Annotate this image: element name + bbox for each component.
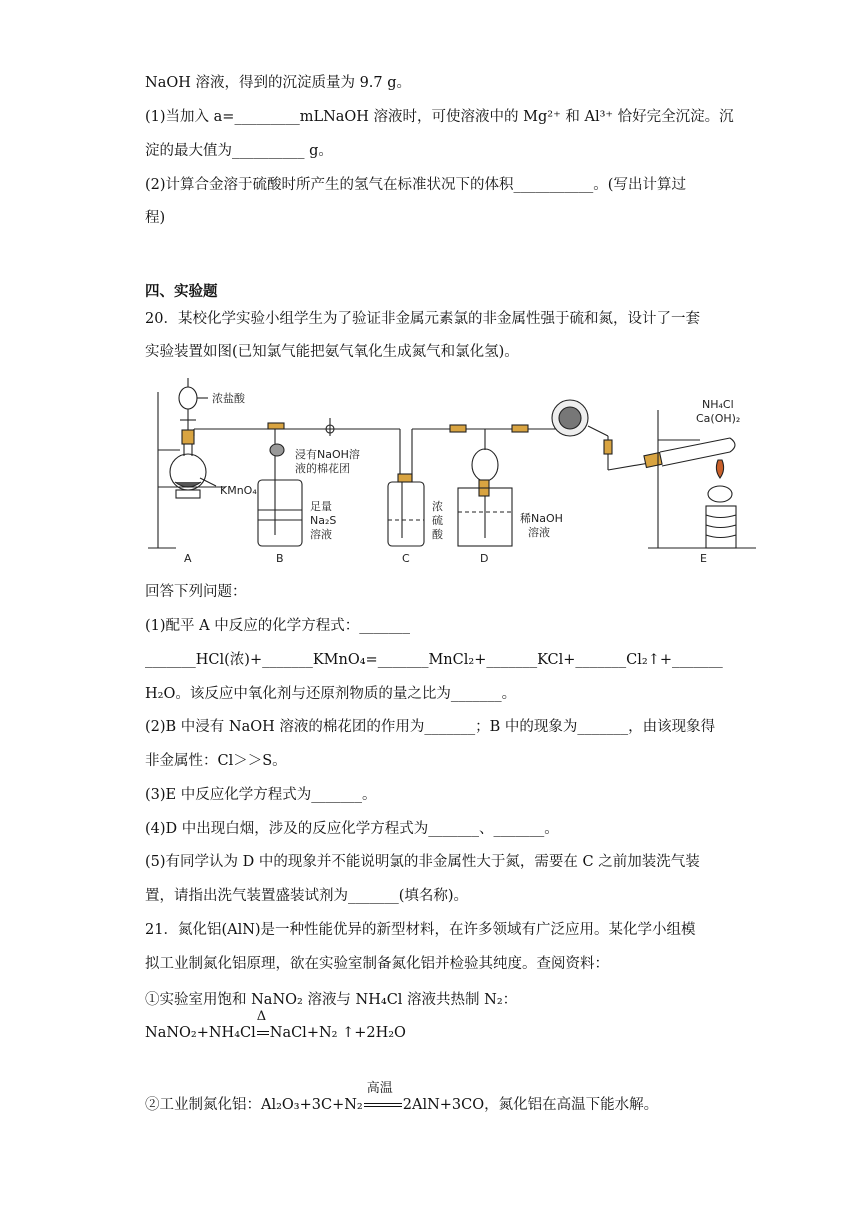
q20-line-4: (1)配平 A 中反应的化学方程式：_______: [145, 618, 410, 634]
eq1-left: NaNO₂+NH₄Cl: [145, 1025, 256, 1041]
label-e-2: Ca(OH)₂: [696, 412, 741, 425]
q20-line-3: 回答下列问题：: [145, 584, 247, 600]
label-e-1: NH₄Cl: [702, 398, 734, 411]
eq1-condition: Δ: [256, 1009, 267, 1024]
letter-a: A: [184, 552, 192, 565]
q20-line-9: (3)E 中反应化学方程式为_______。: [145, 787, 377, 803]
q19-line-5: 程): [145, 210, 166, 226]
eq2-left: Al₂O₃+3C+N₂: [261, 1097, 363, 1113]
q20-line-1: 20．某校化学实验小组学生为了验证非金属元素氯的非金属性强于硫和氮，设计了一套: [145, 311, 700, 327]
label-c-2: 硫: [432, 514, 443, 527]
eq2-suffix: ，氮化铝在高温下能水解。: [484, 1097, 659, 1113]
label-b-2: Na₂S: [310, 514, 337, 527]
label-hcl: 浓盐酸: [212, 392, 245, 405]
letter-c: C: [402, 552, 410, 565]
letter-b: B: [276, 552, 284, 565]
equation-1: [145, 1009, 406, 1041]
letter-d: D: [480, 552, 489, 565]
q20-line-11: (5)有同学认为 D 中的现象并不能说明氯的非金属性大于氮，需要在 C 之前加装洗气装: [145, 854, 700, 870]
q20-line-6: H₂O。该反应中氧化剂与还原剂物质的量之比为_______。: [145, 686, 517, 702]
q19-line-4: (2)计算合金溶于硫酸时所产生的氢气在标准状况下的体积___________。(写出计算过: [145, 177, 686, 193]
equation-2: [145, 1081, 659, 1114]
apparatus-figure: [140, 370, 760, 570]
label-b-1: 足量: [310, 500, 332, 513]
eq2-condition: 高温: [366, 1081, 393, 1096]
section-title: 四、实验题: [145, 284, 218, 300]
q21-line-1: 21．氮化铝(AlN)是一种性能优异的新型材料，在许多领域有广泛应用。某化学小组模: [145, 922, 696, 938]
label-cotton-1: 浸有NaOH溶: [295, 448, 360, 461]
eq1-right: NaCl+N₂ ↑+2H₂O: [269, 1025, 406, 1041]
label-d-1: 稀NaOH: [520, 512, 563, 525]
label-kmno4: KMnO₄: [220, 484, 257, 497]
label-cotton-2: 液的棉花团: [295, 462, 350, 475]
q20-line-12: 置，请指出洗气装置盛装试剂为_______(填名称)。: [145, 888, 469, 904]
q20-line-5: _______HCl(浓)+_______KMnO₄=_______MnCl₂+_______KCl+_______Cl₂↑+_______: [145, 652, 723, 668]
label-c-3: 酸: [432, 528, 443, 541]
eq2-right: 2AlN+3CO: [402, 1097, 485, 1113]
q20-line-8: 非金属性：Cl＞＞S。: [145, 753, 287, 769]
q19-line-3: 淀的最大值为__________ g。: [145, 143, 333, 159]
letter-e: E: [700, 552, 707, 565]
q20-line-2: 实验装置如图(已知氯气能把氨气氧化生成氮气和氯化氢)。: [145, 344, 519, 360]
q19-line-1: NaOH 溶液，得到的沉淀质量为 9.7 g。: [145, 75, 412, 91]
label-c-1: 浓: [432, 500, 443, 513]
q21-line-3: ①实验室用饱和 NaNO₂ 溶液与 NH₄Cl 溶液共热制 N₂：: [145, 992, 518, 1008]
eq2-prefix: ②工业制氮化铝：: [145, 1097, 261, 1113]
q21-line-2: 拟工业制氮化铝原理，欲在实验室制备氮化铝并检验其纯度。查阅资料：: [145, 956, 609, 972]
label-d-2: 溶液: [528, 526, 550, 539]
q20-line-10: (4)D 中出现白烟，涉及的反应化学方程式为_______、_______。: [145, 821, 559, 837]
q19-line-2: (1)当加入 a=_________mLNaOH 溶液时，可使溶液中的 Mg²⁺ 和 Al³⁺ 恰好完全沉淀。沉: [145, 109, 734, 125]
q20-line-7: (2)B 中浸有 NaOH 溶液的棉花团的作用为_______；B 中的现象为_______，由该现象得: [145, 719, 716, 735]
label-b-3: 溶液: [310, 528, 332, 541]
